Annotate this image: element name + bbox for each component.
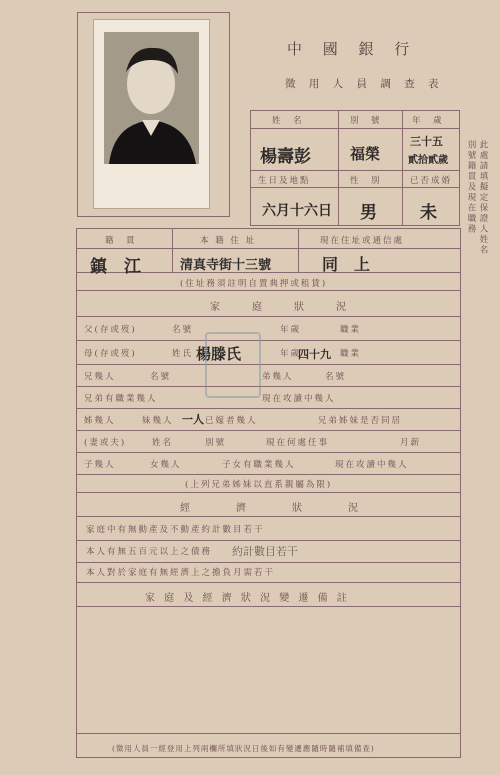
label-sex: 性 別 (350, 176, 382, 186)
economy-row-assets: 家庭中有無動產及不動產約計數目若干 (86, 525, 265, 535)
value-native: 鎮 江 (90, 257, 141, 277)
label-sisters-married: 已嫁者幾人 (205, 416, 258, 426)
label-same-house: 兄弟姊妹是否同居 (318, 416, 403, 426)
address-note: (住址務須註明自置典押或租賃) (180, 279, 328, 289)
value-mother-name: 楊滕氏 (196, 345, 242, 363)
label-younger-name: 名號 (325, 372, 347, 382)
label-spouse-alias: 別號 (205, 438, 227, 448)
label-brothers: 兄幾人 (84, 372, 116, 382)
value-debt-answer: 約計數目若干 (232, 545, 298, 558)
family-note: (上列兄弟姊妹以直系親屬為限) (185, 480, 333, 490)
footer-note: (徵用人員一經登用上列兩欄所填狀況日後如有變遷應隨時隨補填備查) (112, 744, 375, 753)
label-children-study: 現在攻讀中幾人 (335, 460, 409, 470)
label-children-job: 子女有職業幾人 (222, 460, 296, 470)
label-mother-age: 年歲 (280, 349, 302, 359)
value-married: 未 (420, 203, 437, 223)
label-younger-brothers: 弟幾人 (262, 372, 294, 382)
label-mother: 母(存或歿) (84, 349, 137, 359)
portrait-photo (93, 19, 210, 209)
label-father-name: 名號 (172, 325, 194, 335)
value-birthday: 六月十六日 (262, 203, 332, 219)
label-brothers-job: 兄弟有職業幾人 (84, 394, 158, 404)
value-sex: 男 (360, 203, 377, 223)
label-salary: 月薪 (400, 438, 422, 448)
value-name: 楊壽彭 (260, 147, 311, 167)
label-daughters: 女幾人 (150, 460, 182, 470)
bank-seal-stamp (205, 332, 261, 398)
label-home: 本 籍 住 址 (200, 236, 257, 246)
label-brothers-study: 現在攻讀中幾人 (262, 394, 336, 404)
label-age: 年 歲 (412, 116, 444, 126)
value-mother-age: 四十九 (298, 348, 331, 361)
value-age-b: 貳拾貳歲 (408, 155, 448, 166)
label-native: 籍 貫 (105, 236, 137, 246)
value-age-a: 三十五 (410, 135, 443, 148)
value-younger-sisters: 一人 (182, 413, 204, 426)
form-title: 徵 用 人 員 調 查 表 (285, 78, 444, 90)
remarks-area (76, 606, 461, 734)
economy-row-burden: 本人對於家庭有無經濟上之擔負月需若干 (86, 568, 276, 578)
label-mother-surname: 姓氏 (172, 349, 194, 359)
label-birthday: 生日及地點 (258, 176, 311, 186)
label-mother-job: 職業 (340, 349, 362, 359)
label-sons: 子幾人 (84, 460, 116, 470)
value-alias: 福榮 (350, 145, 381, 163)
label-married: 已否成婚 (410, 176, 453, 186)
label-name: 姓 名 (272, 116, 304, 126)
label-father: 父(存或歿) (84, 325, 137, 335)
label-alias: 別 號 (350, 116, 382, 126)
side-note: 此處請填擬定保證人姓名別號籍貫及現在職務 (466, 140, 488, 256)
label-father-age: 年歲 (280, 325, 302, 335)
economy-heading: 經 濟 狀 況 (180, 503, 362, 514)
remarks-heading: 家 庭 及 經 濟 狀 況 變 遷 備 註 (145, 593, 350, 604)
economy-row-debt: 本人有無五百元以上之債務 (86, 547, 213, 557)
label-spouse: (妻或夫) (84, 438, 127, 448)
label-spouse-name: 姓名 (152, 438, 174, 448)
family-heading: 家 庭 狀 況 (210, 302, 350, 313)
bank-name: 中 國 銀 行 (287, 40, 418, 58)
label-spouse-work: 現在何處任事 (266, 438, 330, 448)
label-current: 現在住址或通信處 (320, 236, 405, 246)
label-brothers-name: 名號 (150, 372, 172, 382)
label-sisters: 姊幾人 (84, 416, 116, 426)
label-father-job: 職業 (340, 325, 362, 335)
value-current: 同 上 (322, 255, 371, 274)
value-home: 清真寺街十三號 (180, 258, 272, 273)
label-younger-sisters: 妹幾人 (142, 416, 174, 426)
